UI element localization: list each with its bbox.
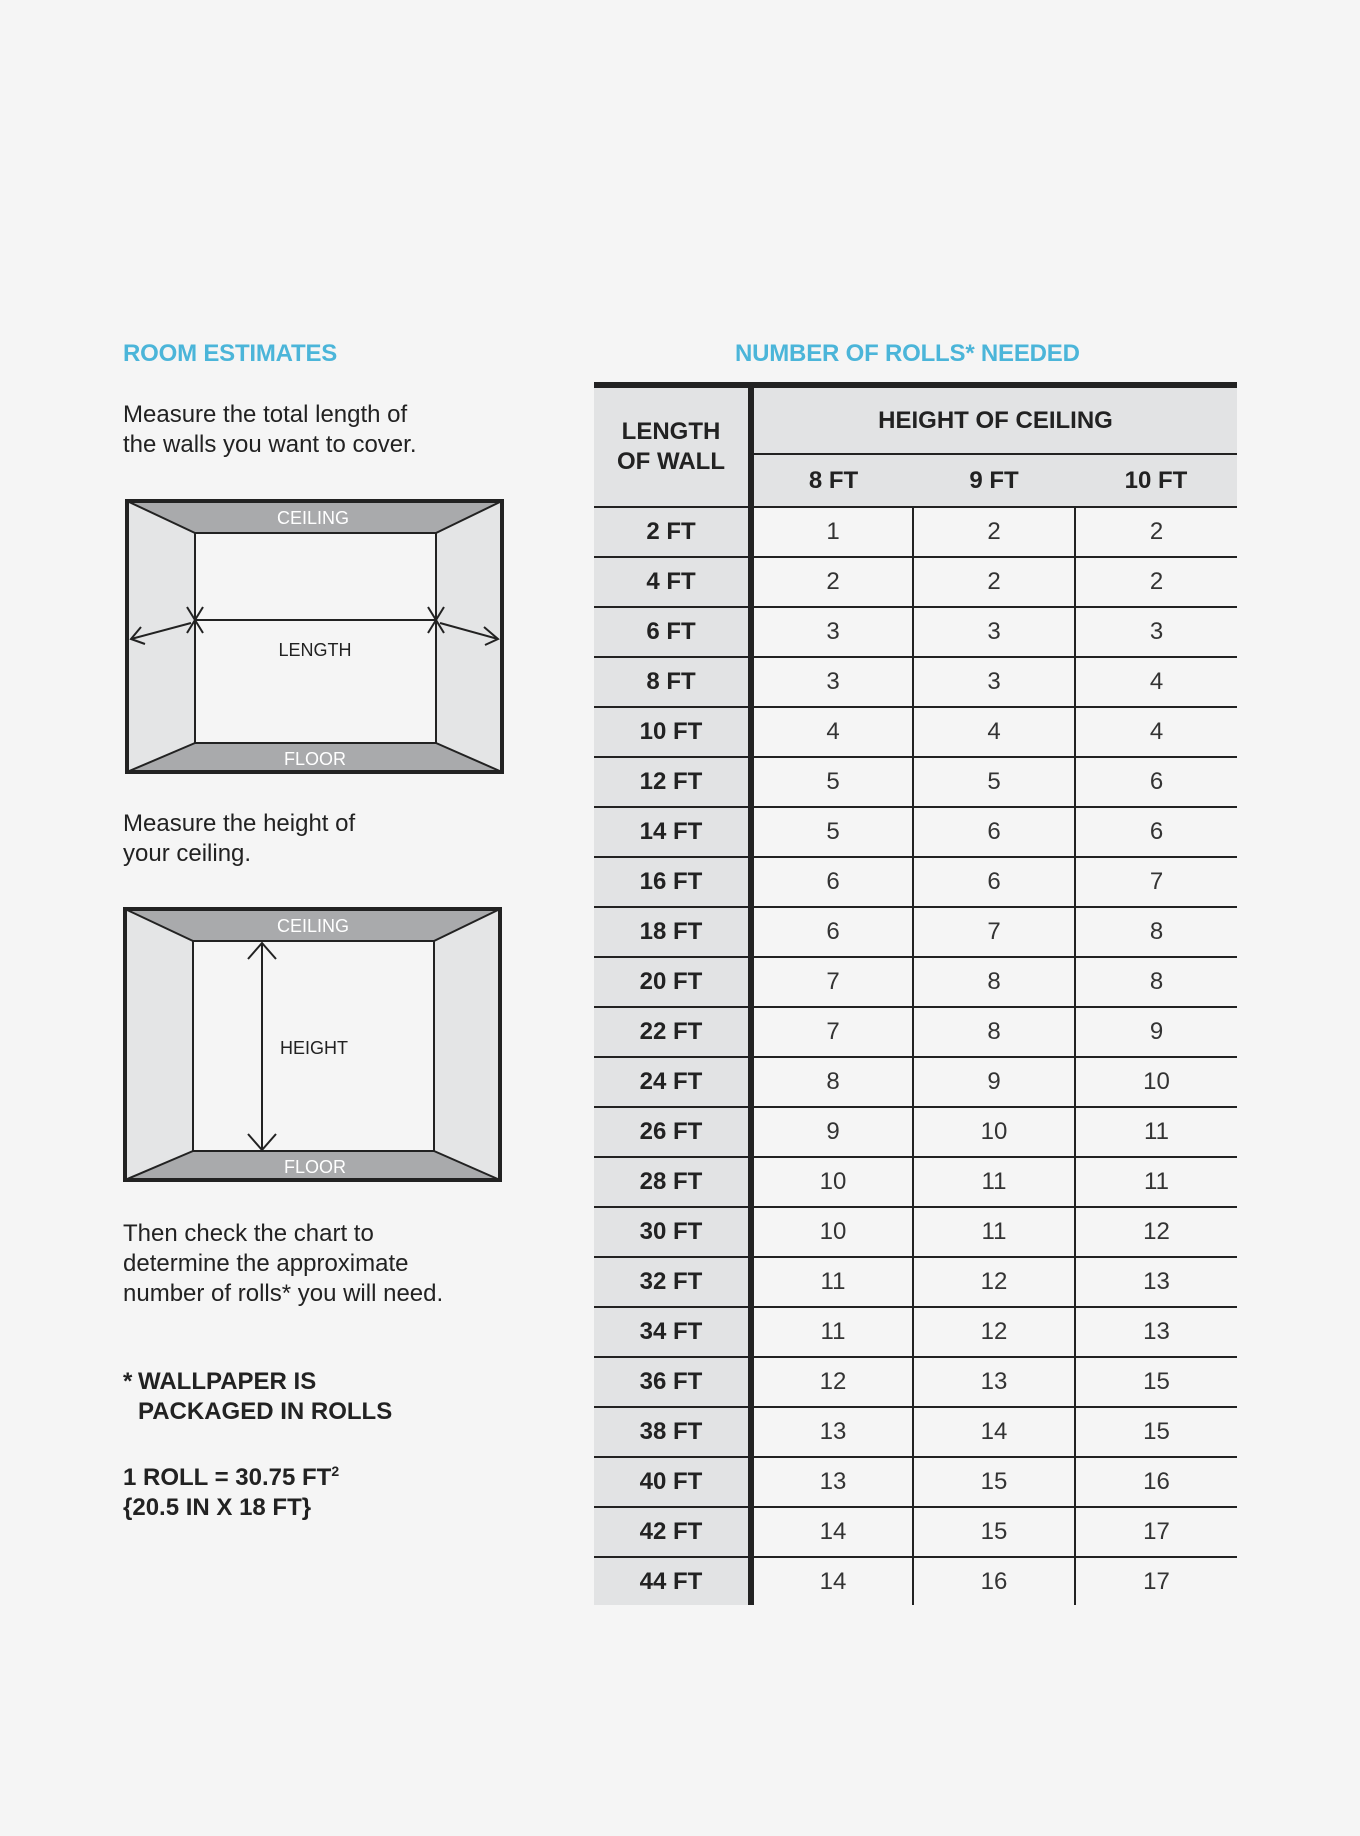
roll-size-superscript: 2 bbox=[331, 1463, 340, 1479]
table-row bbox=[594, 607, 1237, 657]
wall-length-cell: 2 FT bbox=[594, 507, 751, 557]
wall-length-cell: 32 FT bbox=[594, 1257, 751, 1307]
rolls-cell: 3 bbox=[751, 607, 913, 657]
table-row bbox=[594, 657, 1237, 707]
wall-length-cell: 42 FT bbox=[594, 1507, 751, 1557]
wall-length-cell: 34 FT bbox=[594, 1307, 751, 1357]
rolls-cell: 13 bbox=[1075, 1257, 1237, 1307]
rolls-cell: 6 bbox=[751, 857, 913, 907]
table-row bbox=[594, 807, 1237, 857]
note-line2: PACKAGED IN ROLLS bbox=[138, 1398, 393, 1425]
table-row bbox=[594, 1357, 1237, 1407]
rolls-cell: 3 bbox=[913, 657, 1075, 707]
table-row bbox=[594, 907, 1237, 957]
rolls-cell: 12 bbox=[913, 1307, 1075, 1357]
rolls-cell: 15 bbox=[913, 1457, 1075, 1507]
table-row bbox=[594, 1007, 1237, 1057]
wall-length-cell: 38 FT bbox=[594, 1407, 751, 1457]
table-row bbox=[594, 1107, 1237, 1157]
rolls-cell: 5 bbox=[751, 807, 913, 857]
wall-length-cell: 40 FT bbox=[594, 1457, 751, 1507]
table-row bbox=[594, 857, 1237, 907]
rolls-cell: 2 bbox=[751, 557, 913, 607]
rolls-cell: 6 bbox=[913, 807, 1075, 857]
table-row bbox=[594, 1057, 1237, 1107]
roll-size-note bbox=[123, 1456, 339, 1523]
step2-text: Measure the height of your ceiling. bbox=[123, 810, 356, 867]
rolls-cell: 12 bbox=[913, 1257, 1075, 1307]
rolls-cell: 15 bbox=[1075, 1357, 1237, 1407]
column-header-10ft: 10 FT bbox=[1075, 454, 1237, 507]
length-label: LENGTH bbox=[278, 640, 352, 660]
wall-length-cell: 8 FT bbox=[594, 657, 751, 707]
rolls-cell: 16 bbox=[913, 1557, 1075, 1605]
rolls-cell: 5 bbox=[913, 757, 1075, 807]
table-row bbox=[594, 1407, 1237, 1457]
roll-size-line1: 1 ROLL = 30.75 FT bbox=[123, 1464, 332, 1491]
rolls-cell: 13 bbox=[751, 1457, 913, 1507]
wall-length-cell: 14 FT bbox=[594, 807, 751, 857]
table-row bbox=[594, 507, 1237, 557]
step3-text: Then check the chart to determine the approximate number of rolls* you will need. bbox=[123, 1220, 444, 1307]
rolls-cell: 17 bbox=[1075, 1557, 1237, 1605]
rolls-cell: 9 bbox=[751, 1107, 913, 1157]
table-row bbox=[594, 1257, 1237, 1307]
table-row bbox=[594, 1457, 1237, 1507]
room-estimates-title: ROOM ESTIMATES bbox=[123, 340, 338, 367]
table-row bbox=[594, 1507, 1237, 1557]
ceiling-label: CEILING bbox=[276, 916, 350, 936]
table-row bbox=[594, 1157, 1237, 1207]
wall-length-cell: 30 FT bbox=[594, 1207, 751, 1257]
wall-length-cell: 18 FT bbox=[594, 907, 751, 957]
rolls-needed-title: NUMBER OF ROLLS* NEEDED bbox=[735, 340, 1080, 367]
rolls-cell: 13 bbox=[913, 1357, 1075, 1407]
wall-length-cell: 10 FT bbox=[594, 707, 751, 757]
rolls-cell: 11 bbox=[913, 1157, 1075, 1207]
floor-label: FLOOR bbox=[283, 749, 347, 769]
rolls-cell: 10 bbox=[913, 1107, 1075, 1157]
wall-length-cell: 36 FT bbox=[594, 1357, 751, 1407]
rolls-cell: 11 bbox=[1075, 1157, 1237, 1207]
rolls-cell: 11 bbox=[1075, 1107, 1237, 1157]
rolls-cell: 3 bbox=[913, 607, 1075, 657]
rolls-cell: 9 bbox=[1075, 1007, 1237, 1057]
height-label: HEIGHT bbox=[279, 1038, 349, 1058]
rolls-cell: 13 bbox=[1075, 1307, 1237, 1357]
rolls-cell: 7 bbox=[751, 957, 913, 1007]
rolls-cell: 14 bbox=[751, 1557, 913, 1605]
length-header-line1: LENGTH bbox=[621, 418, 721, 445]
note-line1: WALLPAPER IS bbox=[138, 1368, 317, 1395]
wall-length-cell: 28 FT bbox=[594, 1157, 751, 1207]
rolls-cell: 14 bbox=[913, 1407, 1075, 1457]
wall-length-cell: 16 FT bbox=[594, 857, 751, 907]
rolls-cell: 4 bbox=[751, 707, 913, 757]
wall-length-cell: 26 FT bbox=[594, 1107, 751, 1157]
length-diagram bbox=[125, 499, 504, 774]
rolls-cell: 2 bbox=[1075, 507, 1237, 557]
rolls-cell: 8 bbox=[1075, 957, 1237, 1007]
rolls-cell: 8 bbox=[913, 1007, 1075, 1057]
rolls-cell: 3 bbox=[751, 657, 913, 707]
rolls-cell: 6 bbox=[1075, 757, 1237, 807]
rolls-table bbox=[594, 382, 1237, 1605]
column-header-9ft: 9 FT bbox=[913, 454, 1075, 507]
rolls-cell: 2 bbox=[913, 557, 1075, 607]
rolls-cell: 6 bbox=[913, 857, 1075, 907]
rolls-cell: 10 bbox=[751, 1207, 913, 1257]
rolls-cell: 16 bbox=[1075, 1457, 1237, 1507]
rolls-cell: 11 bbox=[751, 1257, 913, 1307]
table-row bbox=[594, 1557, 1237, 1605]
height-of-ceiling-header: HEIGHT OF CEILING bbox=[751, 388, 1237, 454]
rolls-cell: 4 bbox=[1075, 657, 1237, 707]
rolls-cell: 17 bbox=[1075, 1507, 1237, 1557]
rolls-cell: 8 bbox=[751, 1057, 913, 1107]
column-header-8ft: 8 FT bbox=[751, 454, 913, 507]
rolls-cell: 3 bbox=[1075, 607, 1237, 657]
rolls-cell: 13 bbox=[751, 1407, 913, 1457]
table-row bbox=[594, 557, 1237, 607]
wall-length-cell: 12 FT bbox=[594, 757, 751, 807]
rolls-cell: 15 bbox=[1075, 1407, 1237, 1457]
rolls-cell: 12 bbox=[1075, 1207, 1237, 1257]
rolls-cell: 2 bbox=[913, 507, 1075, 557]
step1-text: Measure the total length of the walls you want to cover. bbox=[123, 401, 417, 458]
rolls-cell: 5 bbox=[751, 757, 913, 807]
ceiling-label: CEILING bbox=[276, 508, 350, 528]
wall-length-cell: 6 FT bbox=[594, 607, 751, 657]
roll-dimensions: {20.5 IN X 18 FT} bbox=[123, 1494, 312, 1521]
rolls-note bbox=[123, 1367, 392, 1427]
rolls-cell: 10 bbox=[1075, 1057, 1237, 1107]
wall-length-cell: 4 FT bbox=[594, 557, 751, 607]
rolls-cell: 2 bbox=[1075, 557, 1237, 607]
length-header-line2: OF WALL bbox=[617, 448, 725, 475]
rolls-cell: 11 bbox=[751, 1307, 913, 1357]
rolls-cell: 14 bbox=[751, 1507, 913, 1557]
floor-label: FLOOR bbox=[283, 1157, 347, 1177]
table-row bbox=[594, 957, 1237, 1007]
rolls-cell: 6 bbox=[1075, 807, 1237, 857]
rolls-cell: 6 bbox=[751, 907, 913, 957]
rolls-cell: 4 bbox=[1075, 707, 1237, 757]
rolls-cell: 9 bbox=[913, 1057, 1075, 1107]
length-of-wall-header bbox=[594, 388, 751, 507]
rolls-cell: 8 bbox=[1075, 907, 1237, 957]
note-asterisk: * bbox=[123, 1368, 133, 1395]
wall-length-cell: 20 FT bbox=[594, 957, 751, 1007]
rolls-cell: 15 bbox=[913, 1507, 1075, 1557]
rolls-cell: 8 bbox=[913, 957, 1075, 1007]
rolls-cell: 1 bbox=[751, 507, 913, 557]
wall-length-cell: 24 FT bbox=[594, 1057, 751, 1107]
rolls-cell: 7 bbox=[913, 907, 1075, 957]
rolls-cell: 10 bbox=[751, 1157, 913, 1207]
table-row bbox=[594, 1307, 1237, 1357]
rolls-cell: 7 bbox=[751, 1007, 913, 1057]
rolls-cell: 4 bbox=[913, 707, 1075, 757]
table-row bbox=[594, 1207, 1237, 1257]
table-row bbox=[594, 757, 1237, 807]
table-row bbox=[594, 707, 1237, 757]
rolls-cell: 7 bbox=[1075, 857, 1237, 907]
rolls-cell: 12 bbox=[751, 1357, 913, 1407]
wall-length-cell: 44 FT bbox=[594, 1557, 751, 1605]
wall-length-cell: 22 FT bbox=[594, 1007, 751, 1057]
height-diagram bbox=[123, 907, 502, 1182]
rolls-cell: 11 bbox=[913, 1207, 1075, 1257]
